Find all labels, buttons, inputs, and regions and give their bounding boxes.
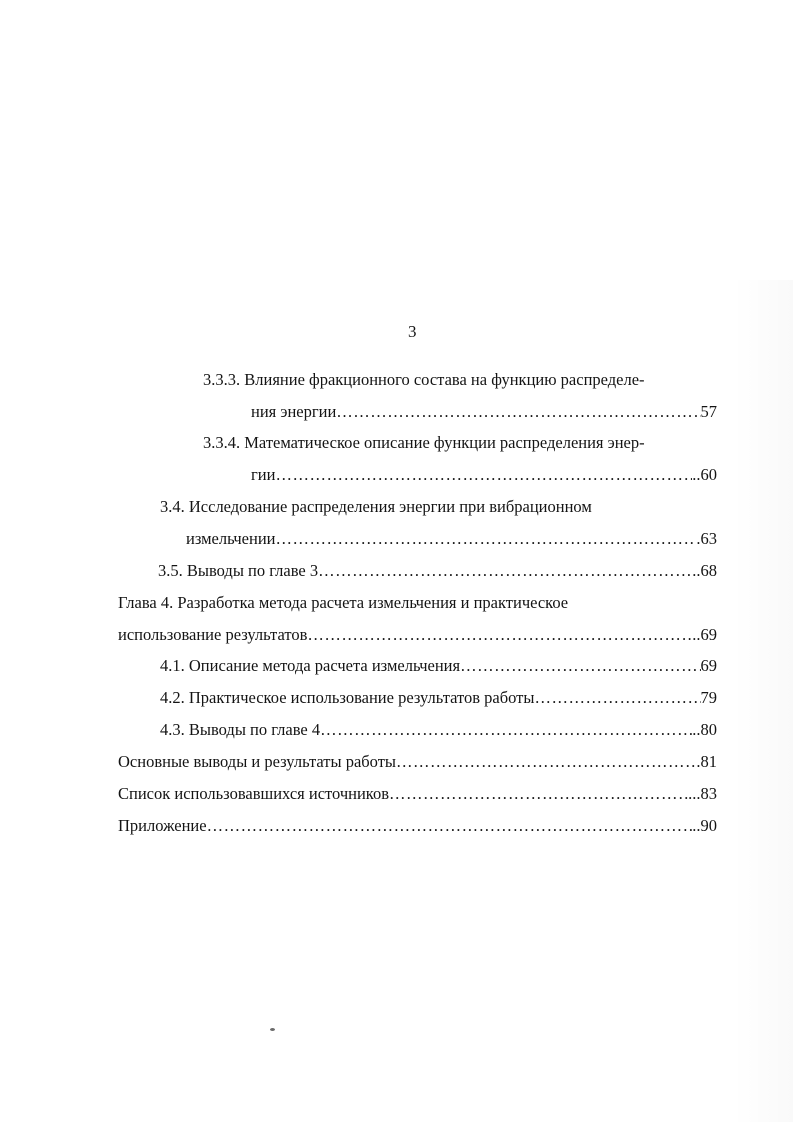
toc-entry-title-cont: использование результатов [118,625,308,644]
toc-page-number: ..90 [692,816,717,835]
toc-entry-title: 4.1. Описание метода расчета измельчения [160,656,461,675]
toc-entry-appendix [118,816,717,836]
toc-entry-title: 3.5. Выводы по главе 3 [158,561,319,580]
toc-leader-dots [389,784,688,804]
toc-page-number: 79 [700,688,717,707]
toc-leader-dots [307,625,692,645]
toc-entry-title: 3.4. Исследование распределения энергии при вибрационном [160,497,592,516]
toc-page-number: ..80 [692,720,717,739]
toc-page-number: 57 [700,402,717,421]
toc-entry-title-cont: гии [251,465,276,484]
toc-entry-4-1 [160,656,717,676]
toc-page-number: .81 [696,752,717,771]
scan-speck [270,1028,275,1031]
toc-entry-references [118,784,717,804]
toc-entry-4-2 [160,688,717,708]
toc-page-number: ..68 [692,561,717,580]
toc-leader-dots [207,816,693,836]
toc-entry-3-4-line1 [160,497,592,517]
toc-entry-main-conclusions [118,752,717,772]
toc-entry-3-5 [158,561,717,581]
toc-entry-title: Приложение [118,816,207,835]
toc-entry-4-3 [160,720,717,740]
toc-leader-dots [276,529,697,549]
toc-leader-dots [534,688,700,708]
toc-leader-dots [460,656,700,676]
toc-leader-dots [318,561,692,581]
toc-leader-dots [336,402,700,422]
toc-entry-3-3-4-line1 [203,433,645,453]
toc-entry-title-cont: измельчении [186,529,276,548]
toc-entry-title: Список использовавшихся источников [118,784,390,803]
toc-page-number: ..69 [692,625,717,644]
toc-page-number: .63 [696,529,717,548]
toc-entry-title: 4.3. Выводы по главе 4 [160,720,321,739]
toc-entry-title: 3.3.4. Математическое описание функции распределения энер- [203,433,645,452]
toc-entry-title: 3.3.3. Влияние фракционного состава на функцию распределе- [203,370,645,389]
toc-entry-3-3-3-line1 [203,370,645,390]
scan-shade [733,280,793,1122]
toc-entry-3-3-3-line2 [251,402,717,422]
page-number: 3 [408,322,417,341]
toc-entry-3-4-line2 [186,529,717,549]
toc-entry-title-cont: ния энергии [251,402,337,421]
toc-entry-title: Основные выводы и результаты работы [118,752,396,771]
toc-entry-title: Глава 4. Разработка метода расчета измельчения и практическое [118,593,569,612]
toc-leader-dots [275,465,692,485]
toc-entry-3-3-4-line2 [251,465,717,485]
toc-page-number: ..60 [692,465,717,484]
toc-page-number: 69 [700,656,717,675]
toc-entry-title: 4.2. Практическое использование результатов работы [160,688,535,707]
toc-page-number: ...83 [688,784,717,803]
toc-entry-chapter-4-line2 [118,625,717,645]
toc-leader-dots [320,720,692,740]
toc-leader-dots [396,752,696,772]
toc-entry-chapter-4-line1 [118,593,568,613]
